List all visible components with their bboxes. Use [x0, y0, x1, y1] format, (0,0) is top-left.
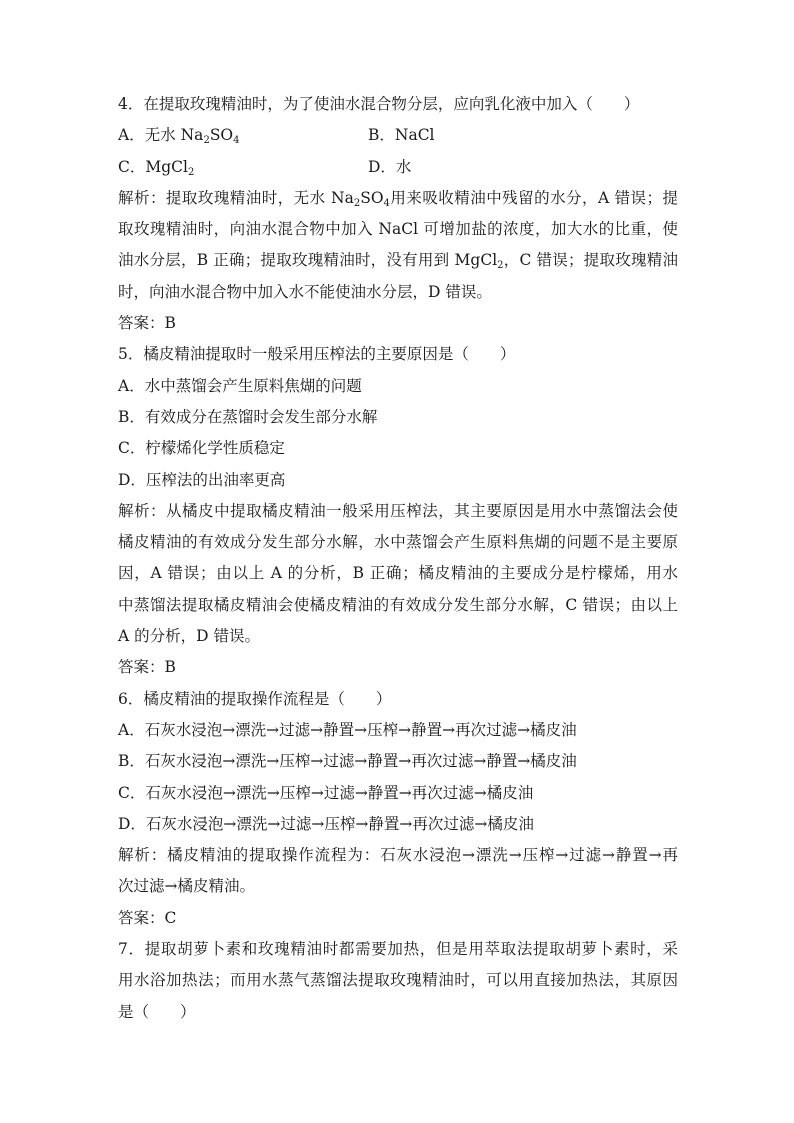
q6-explanation-line-1: 解析：橘皮精油的提取操作流程为：石灰水浸泡→漂洗→压榨→过滤→静置→再 [118, 846, 678, 865]
q6-stem: 6．橘皮精油的提取操作流程是（ ） [118, 689, 392, 708]
q4-explanation-line-1: 解析：提取玫瑰精油时，无水 $Na_2SO_4$用来吸收精油中残留的水分，A 错误；提 [118, 188, 679, 209]
q7-stem-line-3: 是（ ） [118, 1002, 196, 1021]
q5-explanation-line-4: 中蒸馏法提取橘皮精油会使橘皮精油的有效成分发生部分水解，C 错误；由以上 [118, 595, 678, 614]
q6-answer: 答案：C [118, 908, 177, 927]
q5-explanation-line-3: 因，A 错误；由以上 A 的分析，B 正确；橘皮精油的主要成分是柠檬烯，用水 [118, 564, 678, 583]
q5-explanation-line-1: 解析：从橘皮中提取橘皮精油一般采用压榨法，其主要原因是用水中蒸馏法会使 [118, 501, 678, 520]
q4-options-row-2 [118, 152, 678, 183]
q6-explanation-line-2: 次过滤→橘皮精油。 [118, 877, 255, 896]
q5-option-c: C．柠檬烯化学性质稳定 [118, 439, 285, 458]
q6-option-a: A．石灰水浸泡→漂洗→过滤→静置→压榨→静置→再次过滤→橘皮油 [118, 720, 577, 739]
q6-option-d: D．石灰水浸泡→漂洗→过滤→压榨→静置→再次过滤→橘皮油 [118, 814, 534, 833]
q5-stem: 5．橘皮精油提取时一般采用压榨法的主要原因是（ ） [118, 345, 516, 364]
q7-stem-line-2: 用水浴加热法；而用水蒸气蒸馏法提取玫瑰精油时，可以用直接加热法，其原因 [118, 971, 678, 990]
q4-option-d: D．水 [368, 157, 412, 176]
q4-explanation-line-3: 油水分层，B 正确；提取玫瑰精油时，没有用到 MgCl$_2$，C 错误；提取玫瑰精油 [118, 251, 678, 272]
q7-stem-line-1: 7．提取胡萝卜素和玫瑰精油时都需要加热，但是用萃取法提取胡萝卜素时，采 [118, 940, 678, 959]
q6-option-b: B．石灰水浸泡→漂洗→压榨→过滤→静置→再次过滤→静置→橘皮油 [118, 752, 577, 771]
q4-option-b: B．NaCl [368, 126, 435, 145]
q4-option-a: A．无水 $Na_2SO_4$ [118, 126, 240, 147]
q5-explanation-line-5: A 的分析，D 错误。 [118, 627, 260, 646]
q4-options-row-1 [118, 120, 678, 151]
q5-option-a: A．水中蒸馏会产生原料焦煳的问题 [118, 376, 362, 395]
q4-answer: 答案：B [118, 314, 176, 333]
q6-option-c: C．石灰水浸泡→漂洗→压榨→过滤→静置→再次过滤→橘皮油 [118, 783, 534, 802]
q4-explanation-line-2: 取玫瑰精油时，向油水混合物中加入 NaCl 可增加盐的浓度，加大水的比重，使 [118, 220, 678, 239]
q4-stem: 4．在提取玫瑰精油时，为了使油水混合物分层，应向乳化液中加入（ ） [118, 95, 640, 113]
q4-explanation-line-4: 时，向油水混合物中加入水不能使油水分层，D 错误。 [118, 282, 492, 301]
q5-option-d: D．压榨法的出油率更高 [118, 470, 286, 489]
q5-option-b: B．有效成分在蒸馏时会发生部分水解 [118, 407, 378, 426]
q5-answer: 答案：B [118, 658, 176, 677]
document-page [118, 89, 678, 1028]
q5-explanation-line-2: 橘皮精油的有效成分发生部分水解，水中蒸馏会产生原料焦煳的问题不是主要原 [118, 533, 678, 552]
q4-option-c: C．MgCl$_2$ [118, 157, 195, 178]
